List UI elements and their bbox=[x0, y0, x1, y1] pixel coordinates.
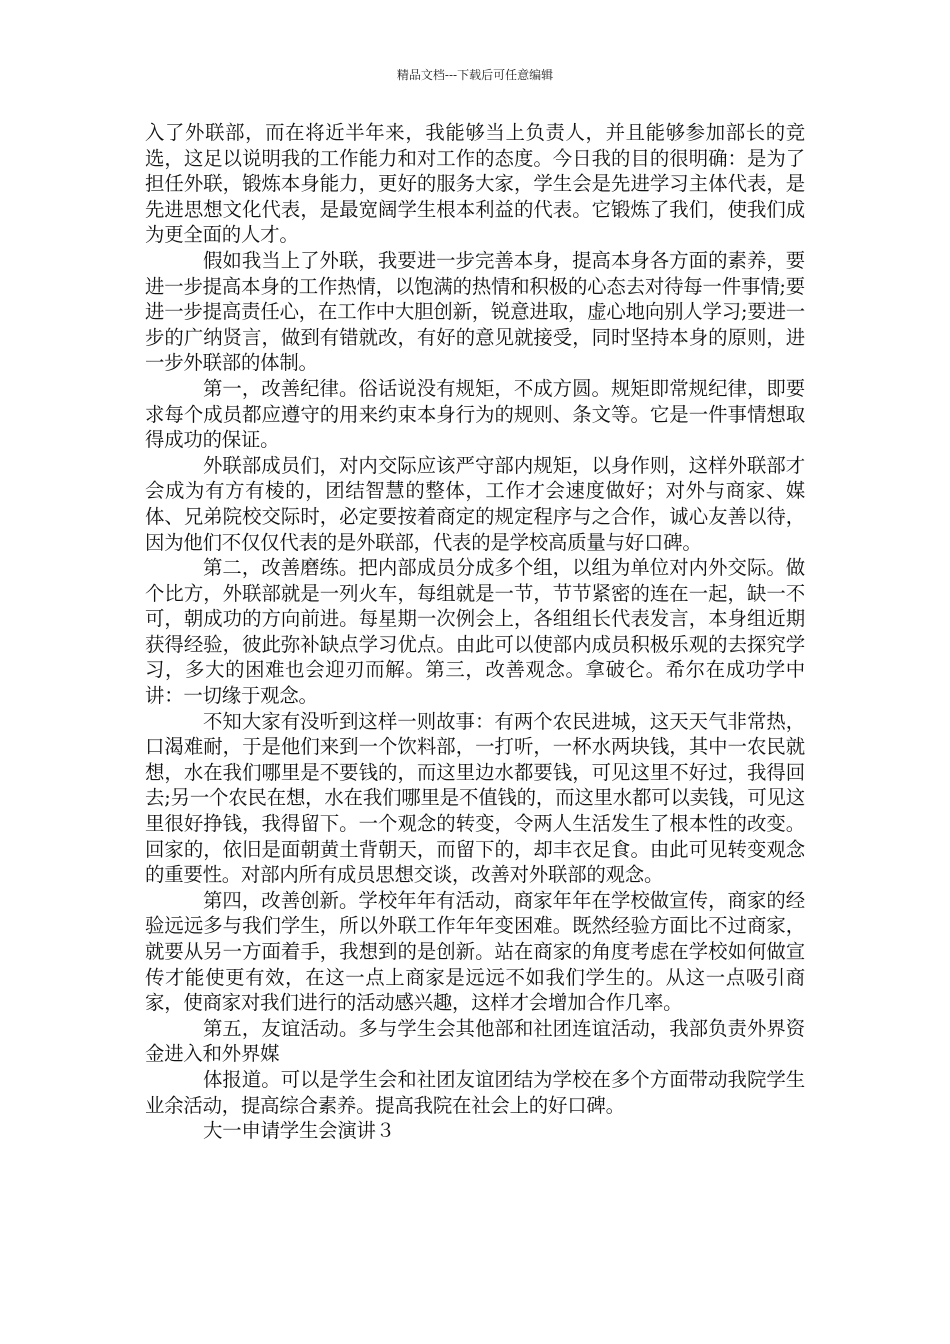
document-body bbox=[145, 120, 805, 1144]
paragraph: 第二，改善磨练。把内部成员分成多个组，以组为单位对内外交际。做个比方，外联部就是一列火车，每组就是一节，节节紧密的连在一起，缺一不可，朝成功的方向前进。每星期一次例会上，各组组长代表发言，本身组近期获得经验，彼此弥补缺点学习优点。由此可以使部内成员积极乐观的去探究学习，多大的困难也会迎刃而解。第三，改善观念。拿破仑。希尔在成功学中讲：一切缘于观念。 bbox=[145, 556, 805, 708]
paragraph: 外联部成员们，对内交际应该严守部内规矩，以身作则，这样外联部才会成为有方有棱的，团结智慧的整体，工作才会速度做好；对外与商家、媒体、兄弟院校交际时，必定要按着商定的规定程序与之合作，诚心友善以待，因为他们不仅仅代表的是外联部，代表的是学校高质量与好口碑。 bbox=[145, 453, 805, 554]
paragraph: 第五，友谊活动。多与学生会其他部和社团连谊活动，我部负责外界资金进入和外界媒 bbox=[145, 1016, 805, 1066]
paragraph: 不知大家有没听到这样一则故事：有两个农民进城，这天天气非常热，口渴难耐，于是他们来到一个饮料部，一打听，一杯水两块钱，其中一农民就想，水在我们哪里是不要钱的，而这里边水都要钱，可见这里不好过，我得回去;另一个农民在想，水在我们哪里是不值钱的，而这里水都可以卖钱，可见这里很好挣钱，我得留下。一个观念的转变，令两人生活发生了根本性的改变。回家的，依旧是面朝黄土背朝天，而留下的，却丰衣足食。由此可见转变观念的重要性。对部内所有成员思想交谈，改善对外联部的观念。 bbox=[145, 709, 805, 887]
paragraph-continuation: 入了外联部，而在将近半年来，我能够当上负责人，并且能够参加部长的竞选，这足以说明我的工作能力和对工作的态度。今日我的目的很明确：是为了担任外联，锻炼本身能力，更好的服务大家，学生会是先进学习主体代表，是先进思想文化代表，是最宽阔学生根本利益的代表。它锻炼了我们，使我们成为更全面的人才。 bbox=[145, 121, 805, 247]
paragraph: 体报道。可以是学生会和社团友谊团结为学校在多个方面带动我院学生业余活动，提高综合素养。提高我院在社会上的好口碑。 bbox=[145, 1067, 805, 1117]
paragraph: 假如我当上了外联，我要进一步完善本身，提高本身各方面的素养，要进一步提高本身的工作热情，以饱满的热情和积极的心态去对待每一件事情;要进一步提高责任心，在工作中大胆创新，锐意进取，虚心地向别人学习;要进一步的广纳贤言，做到有错就改，有好的意见就接受，同时坚持本身的原则，进一步外联部的体制。 bbox=[145, 248, 805, 375]
paragraph: 第一，改善纪律。俗话说没有规矩，不成方圆。规矩即常规纪律，即要求每个成员都应遵守的用来约束本身行为的规则、条文等。它是一件事情想取得成功的保证。 bbox=[145, 376, 805, 452]
paragraph: 第四，改善创新。学校年年有活动，商家年年在学校做宣传，商家的经验远远多与我们学生，所以外联工作年年变困难。既然经验方面比不过商家，就要从另一方面着手，我想到的是创新。站在商家的角度考虑在学校如何做宣传才能使更有效，在这一点上商家是远远不如我们学生的。从这一点吸引商家，使商家对我们进行的活动感兴趣，这样才会增加合作几率。 bbox=[145, 888, 805, 1015]
section-title: 大一申请学生会演讲３ bbox=[203, 1119, 395, 1143]
page-header: 精品文档---下载后可任意编辑 bbox=[396, 68, 554, 82]
